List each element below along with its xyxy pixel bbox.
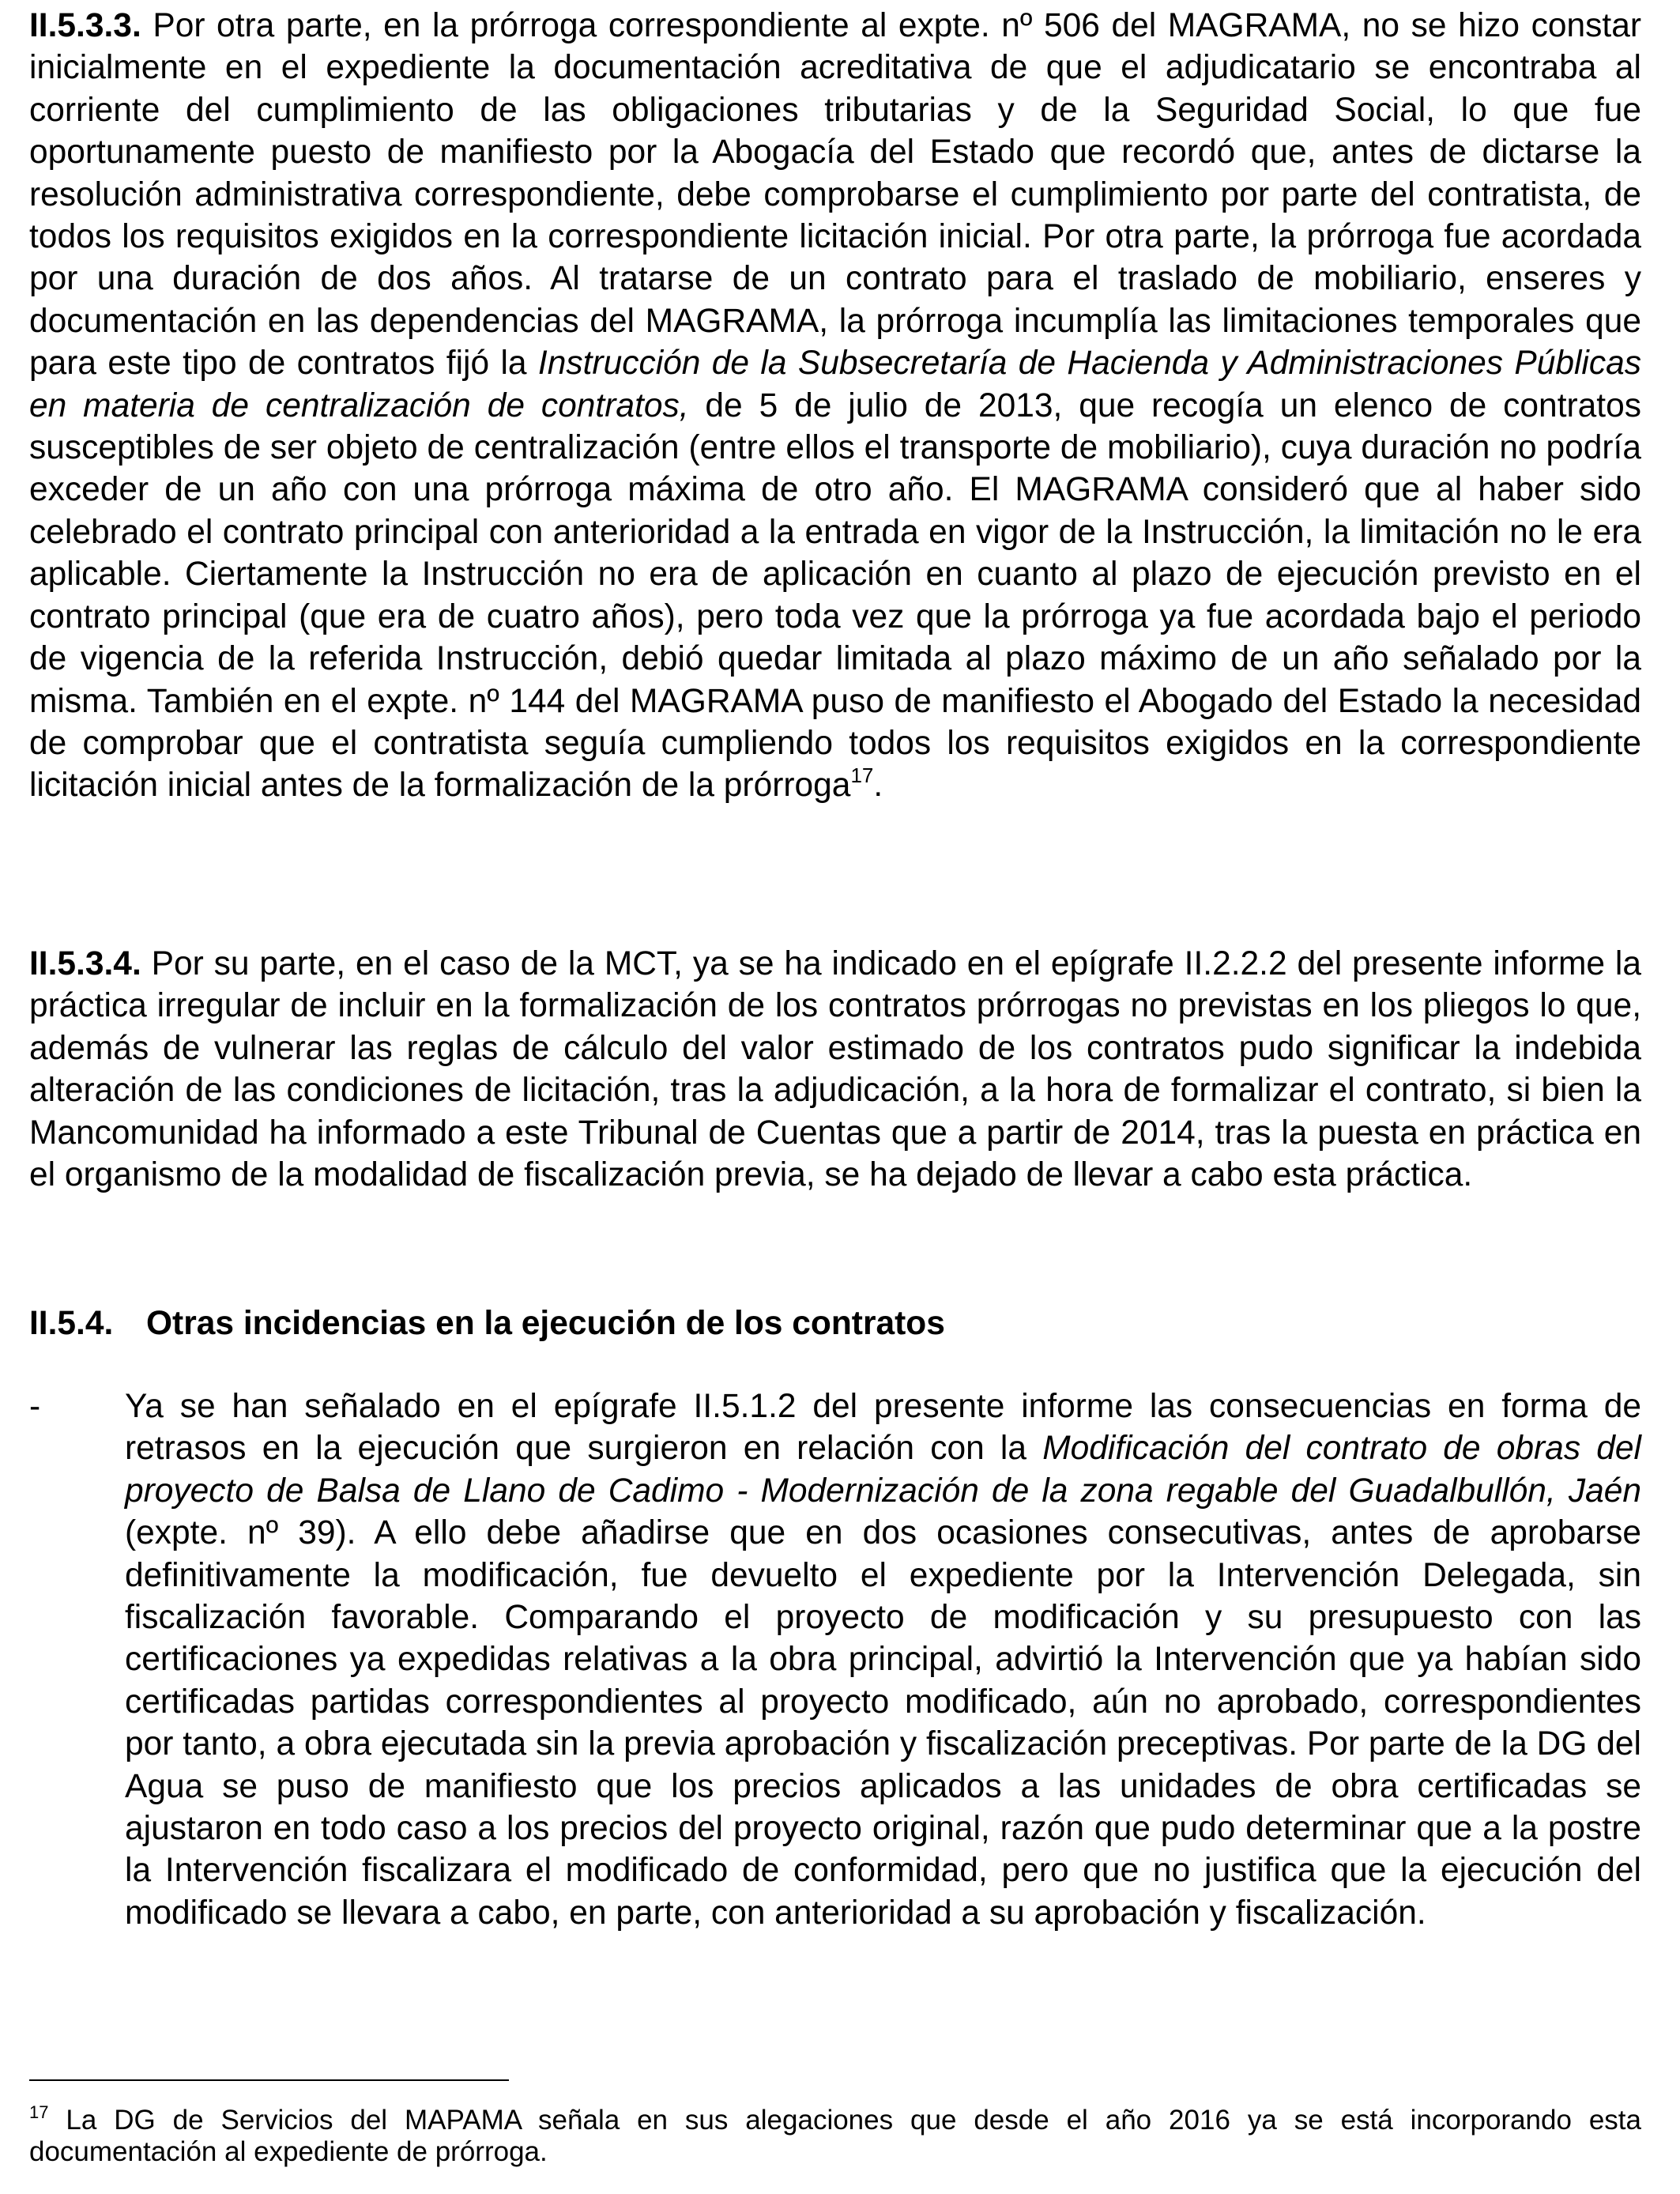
section-heading [29,1302,945,1344]
paragraph-end: . [873,767,883,805]
footnote-reference[interactable]: 17 [850,763,874,788]
paragraph-text: (expte. nº 39). A ello debe añadirse que en dos ocasiones consecutivas, antes de aprobarse definitivamente la modificación, fue devuelto el expediente por la Intervención Delegada, sin fiscalización favorable. Comparando el proyecto de modificación y su presupuesto con las certificaciones ya expedidas relativas a la obra principal, advirtió la Intervención que ya habían sido certificadas partidas correspondientes al proyecto modificado, aún no aprobado, correspondientes por tanto, a obra ejecutada sin la previa aprobación y fiscalización preceptivas. Por parte de la DG del Agua se puso de manifiesto que los precios aplicados a las unidades de obra certificadas se ajustaron en todo caso a los precios del proyecto original, razón que pudo determinar que a la postre la Intervención fiscalizara el modificado de conformidad, pero que no justifica que la ejecución del modificado se llevara a cabo, en parte, con anterioridad a su aprobación y fiscalización. [125,1514,1641,1932]
paragraph-II-5-3-3 [29,5,1641,807]
paragraph-text: de 5 de julio de 2013, que recogía un elenco de contratos susceptibles de ser objeto de centralización (entre ellos el transporte de mobiliario), cuya duración no podría exceder de un año con una prórroga máxima de otro año. El MAGRAMA consideró que al haber sido celebrado el contrato principal con anterioridad a la entrada en vigor de la Instrucción, la limitación no le era aplicable. Ciertamente la Instrucción no era de aplicación en cuanto al plazo de ejecución previsto en el contrato principal (que era de cuatro años), pero toda vez que la prórroga ya fue acordada bajo el periodo de vigencia de la referida Instrucción, debió quedar limitada al plazo máximo de un año señalado por la misma. También en el expte. nº 144 del MAGRAMA puso de manifiesto el Abogado del Estado la necesidad de comprobar que el contratista seguía cumpliendo todos los requisitos exigidos en la correspondiente licitación inicial antes de la formalización de la prórroga [29,386,1641,805]
paragraph-text: Ya se han señalado en el epígrafe II.5.1.2 del presente informe las consecuencias en forma de retrasos en la ejecución que surgieron en relación con la [125,1388,1641,1468]
section-label: II.5.3.4. [29,945,141,982]
list-item-text [125,1385,1641,1934]
italic-citation: Instrucción de la Subsecretaría de Hacienda y Administraciones Públicas en materia de centralización de contratos, [29,345,1641,424]
italic-citation: Modificación del contrato de obras del proyecto de Balsa de Llano de Cadimo - Modernización de la zona regable del Guadalbullón, Jaén [125,1430,1641,1510]
footnote [29,2102,1641,2168]
paragraph-text: Por su parte, en el caso de la MCT, ya se ha indicado en el epígrafe II.2.2.2 del presente informe la práctica irregular de incluir en la formalización de los contratos prórrogas no previstas en los pliegos lo que, además de vulnerar las reglas de cálculo del valor estimado de los contratos pudo significar la indebida alteración de las condiciones de licitación, tras la adjudicación, a la hora de formalizar el contrato, si bien la Mancomunidad ha informado a este Tribunal de Cuentas que a partir de 2014, tras la puesta en práctica en el organismo de la modalidad de fiscalización previa, se ha dejado de llevar a cabo esta práctica. [29,945,1641,1194]
bullet-dash: - [29,1388,41,1425]
section-label: II.5.3.3. [29,7,141,44]
footnote-marker: 17 [29,2102,49,2122]
footnote-divider [29,2079,509,2081]
section-number: II.5.4. [29,1305,114,1342]
footnote-text: La DG de Servicios del MAPAMA señala en sus alegaciones que desde el año 2016 ya se está incorporando esta documentación al expediente de prórroga. [29,2105,1641,2167]
section-title: Otras incidencias en la ejecución de los contratos [146,1305,945,1342]
paragraph-text: Por otra parte, en la prórroga correspondiente al expte. nº 506 del MAGRAMA, no se hizo constar inicialmente en el expediente la documentación acreditativa de que el adjudicatario se encontraba al corriente del cumplimiento de las obligaciones tributarias y de la Seguridad Social, lo que fue oportunamente puesto de manifiesto por la Abogacía del Estado que recordó que, antes de dictarse la resolución administrativa correspondiente, debe comprobarse el cumplimiento por parte del contratista, de todos los requisitos exigidos en la correspondiente licitación inicial. Por otra parte, la prórroga fue acordada por una duración de dos años. Al tratarse de un contrato para el traslado de mobiliario, enseres y documentación en las dependencias del MAGRAMA, la prórroga incumplía las limitaciones temporales que para este tipo de contratos fijó la [29,7,1641,383]
paragraph-II-5-3-4 [29,943,1641,1196]
